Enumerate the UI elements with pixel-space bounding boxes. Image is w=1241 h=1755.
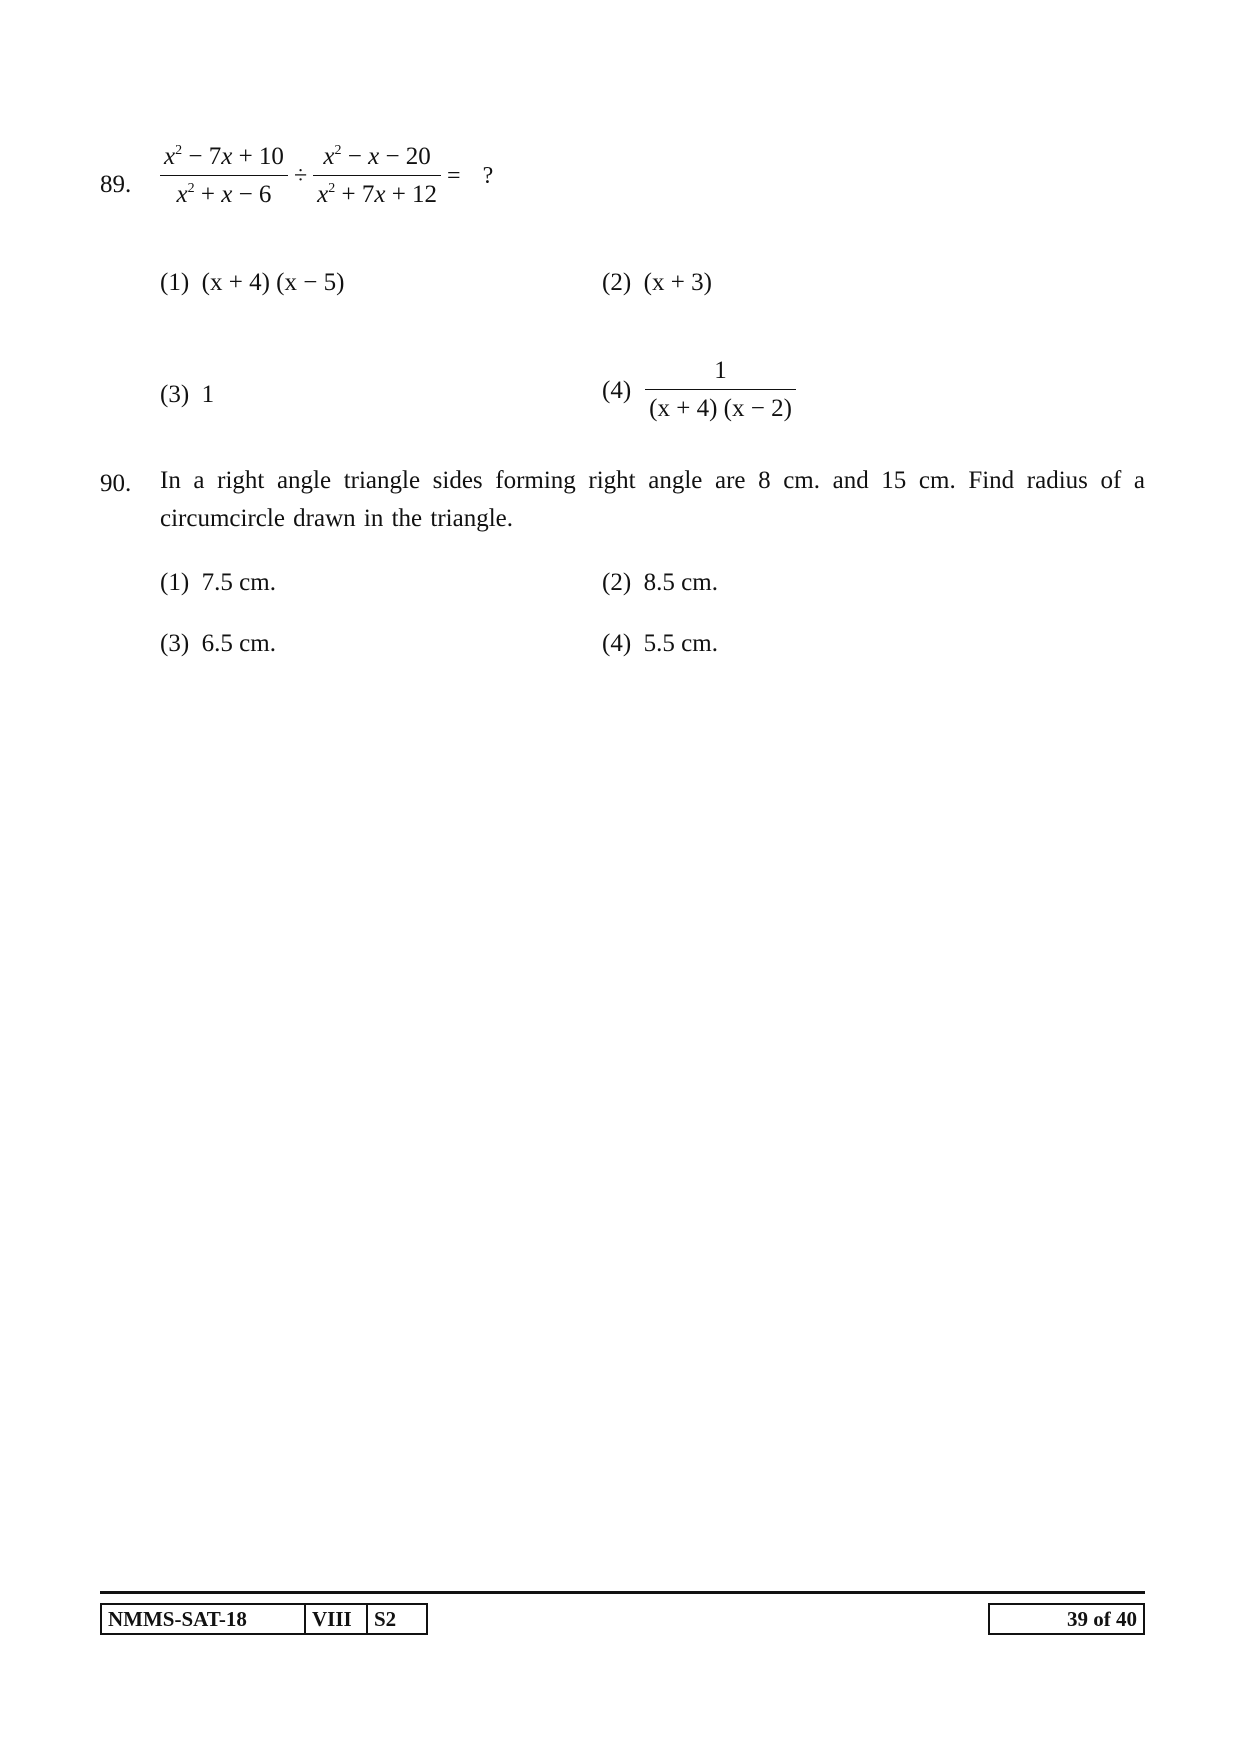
question-90-text: In a right angle triangle sides forming right angle are 8 cm. and 15 cm. Find radius of a circumcircle drawn in the triangle. <box>160 467 1145 532</box>
option-text: 6.5 cm. <box>201 630 276 657</box>
fraction-2 <box>313 142 441 210</box>
fraction-1 <box>160 142 288 210</box>
option-3[interactable] <box>160 631 276 656</box>
fraction-1-denominator: $x^2 + x - 6$ <box>176 181 272 208</box>
option-text: 8.5 cm. <box>643 569 718 596</box>
fraction-1-numerator: $x^2 - 7x + 10$ <box>164 143 284 170</box>
standard: VIII <box>306 1605 368 1633</box>
option-label: (2) <box>602 269 632 296</box>
set-code: S2 <box>374 1606 397 1631</box>
option-label: (1) <box>160 569 190 596</box>
equals-sign: = <box>447 162 461 189</box>
option-label: (3) <box>160 381 190 408</box>
option-text: 5.5 cm. <box>643 630 718 657</box>
option-4[interactable] <box>602 356 796 424</box>
fraction-bar <box>645 389 796 390</box>
option-2[interactable] <box>602 570 718 595</box>
option-4-fraction <box>645 356 796 424</box>
option-3[interactable] <box>160 382 214 407</box>
option-2[interactable] <box>602 270 712 295</box>
option-text: (x + 4) (x − 5) <box>201 269 345 296</box>
question-number: 89. <box>100 171 132 198</box>
divide-sign: ÷ <box>293 162 308 189</box>
option-4[interactable] <box>602 631 718 656</box>
option-4-denominator: (x + 4) (x − 2) <box>649 395 792 422</box>
fraction-2-denominator: $x^2 + 7x + 12$ <box>317 181 438 208</box>
option-text: 7.5 cm. <box>201 569 276 596</box>
unknown-mark: ? <box>482 162 494 189</box>
option-text: (x + 3) <box>643 269 712 296</box>
question-number: 90. <box>100 470 132 497</box>
option-label: (1) <box>160 269 190 296</box>
option-label: (3) <box>160 630 190 657</box>
page-number: 39 of 40 <box>1067 1606 1137 1631</box>
option-label: (4) <box>602 376 632 404</box>
option-1[interactable] <box>160 570 276 595</box>
question-89-expression <box>160 142 499 210</box>
option-1[interactable] <box>160 270 344 295</box>
page-number-box <box>988 1603 1145 1635</box>
exam-code: NMMS-SAT-18 <box>102 1605 306 1633</box>
option-label: (2) <box>602 569 632 596</box>
footer-divider <box>100 1591 1145 1594</box>
option-label: (4) <box>602 630 632 657</box>
exam-id-box <box>100 1603 428 1635</box>
option-4-numerator: 1 <box>714 357 727 384</box>
option-text: 1 <box>201 381 215 408</box>
fraction-2-numerator: $x^2 - x - 20$ <box>323 143 431 170</box>
fraction-bar <box>160 175 288 176</box>
fraction-bar <box>313 175 441 176</box>
